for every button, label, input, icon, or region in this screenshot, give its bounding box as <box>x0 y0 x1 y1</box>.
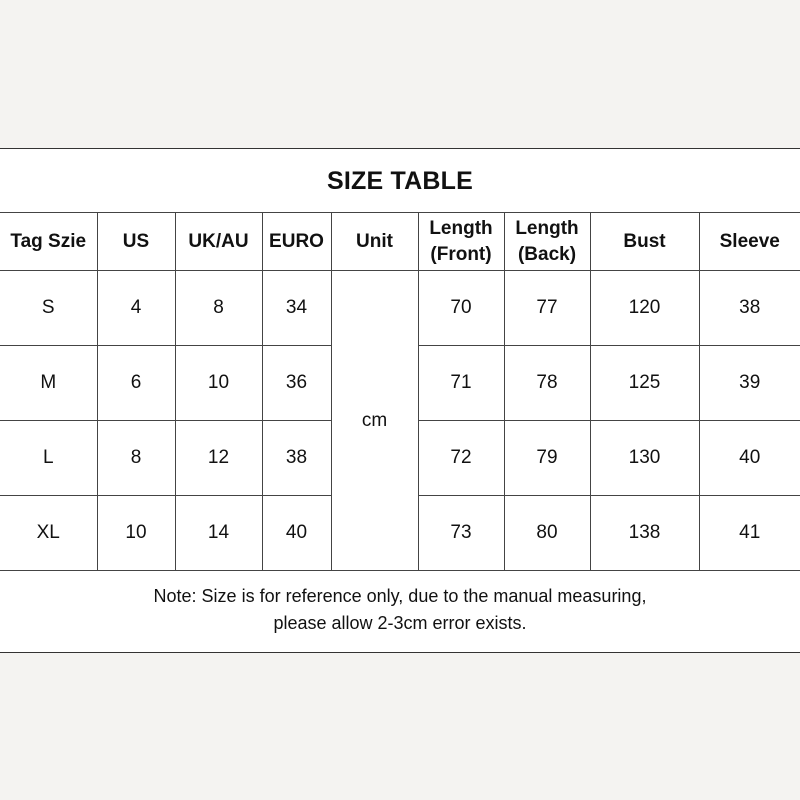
cell-bust: 138 <box>590 496 699 571</box>
header-length-back-line1: Length <box>515 217 579 239</box>
header-uk-au: UK/AU <box>175 213 262 271</box>
cell-bust: 120 <box>590 271 699 346</box>
measurement-note <box>0 583 800 637</box>
header-length-back-line2: (Back) <box>517 243 577 265</box>
cell-tag-size: L <box>0 421 97 496</box>
header-us: US <box>97 213 175 271</box>
note-line-1: Note: Size is for reference only, due to the manual measuring, <box>153 586 647 606</box>
cell-length-back: 78 <box>504 346 590 421</box>
cell-tag-size: S <box>0 271 97 346</box>
cell-tag-size: XL <box>0 496 97 571</box>
cell-sleeve: 38 <box>699 271 800 346</box>
cell-us: 8 <box>97 421 175 496</box>
note-line-2: please allow 2-3cm error exists. <box>273 613 527 633</box>
cell-sleeve: 39 <box>699 346 800 421</box>
cell-length-back: 80 <box>504 496 590 571</box>
header-euro: EURO <box>262 213 331 271</box>
cell-uk-au: 14 <box>175 496 262 571</box>
cell-length-back: 77 <box>504 271 590 346</box>
cell-bust: 130 <box>590 421 699 496</box>
header-bust: Bust <box>590 213 699 271</box>
cell-bust: 125 <box>590 346 699 421</box>
size-chart-panel <box>0 148 800 653</box>
cell-length-back: 79 <box>504 421 590 496</box>
cell-length-front: 72 <box>418 421 504 496</box>
header-sleeve: Sleeve <box>699 213 800 271</box>
cell-us: 10 <box>97 496 175 571</box>
cell-euro: 34 <box>262 271 331 346</box>
cell-length-front: 73 <box>418 496 504 571</box>
cell-sleeve: 40 <box>699 421 800 496</box>
cell-sleeve: 41 <box>699 496 800 571</box>
cell-length-front: 71 <box>418 346 504 421</box>
cell-us: 6 <box>97 346 175 421</box>
cell-unit: cm <box>331 271 418 571</box>
header-length-front-line2: (Front) <box>430 243 492 265</box>
cell-uk-au: 8 <box>175 271 262 346</box>
table-header-row <box>0 213 800 271</box>
cell-length-front: 70 <box>418 271 504 346</box>
size-table <box>0 212 800 571</box>
header-length-front-line1: Length <box>429 217 493 239</box>
header-unit: Unit <box>331 213 418 271</box>
cell-euro: 36 <box>262 346 331 421</box>
page-title: SIZE TABLE <box>327 167 473 195</box>
cell-euro: 38 <box>262 421 331 496</box>
cell-uk-au: 12 <box>175 421 262 496</box>
cell-tag-size: M <box>0 346 97 421</box>
header-length-back <box>504 213 590 271</box>
header-length-front <box>418 213 504 271</box>
header-tag-size: Tag Szie <box>0 213 97 271</box>
cell-euro: 40 <box>262 496 331 571</box>
cell-us: 4 <box>97 271 175 346</box>
table-row <box>0 271 800 346</box>
cell-uk-au: 10 <box>175 346 262 421</box>
